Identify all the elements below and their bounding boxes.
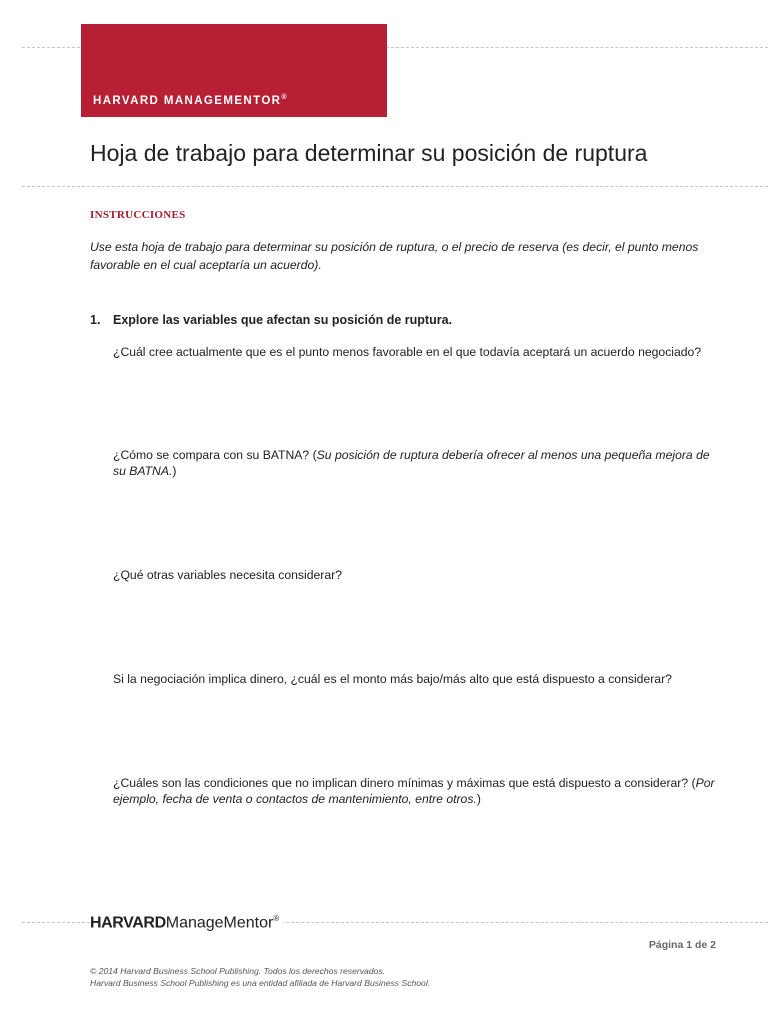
question-batna: ¿Cómo se compara con su BATNA? (Su posición de ruptura debería ofrecer al menos una pequeña mejora de su BATNA.) [113,448,710,478]
section-title: Explore las variables que afectan su posición de ruptura. [113,313,452,327]
brand-banner [81,24,387,117]
copyright-line-2: Harvard Business School Publishing es una entidad afiliada de Harvard Business School. [90,978,431,988]
instructions-body: Use esta hoja de trabajo para determinar su posición de ruptura, o el precio de reserva (es decir, el punto menos favorable en el cual aceptaría un acuerdo). [90,240,699,272]
page-number: Página 1 de 2 [648,939,716,951]
title-dotted-divider [22,186,768,187]
question-other-variables: ¿Qué otras variables necesita considerar? [113,568,342,582]
question-money-range: Si la negociación implica dinero, ¿cuál es el monto más bajo/más alto que está dispuesto a considerar? [113,672,672,686]
copyright-notice [90,965,430,989]
footer-logo: HARVARDManageMentor® [90,914,283,932]
brand-banner-text: HARVARD MANAGEMENTOR® [93,94,288,107]
section-number: 1. [90,313,101,327]
page-title: Hoja de trabajo para determinar su posición de ruptura [90,140,648,166]
copyright-line-1: © 2014 Harvard Business School Publishing. Todos los derechos reservados. [90,966,386,976]
question-least-favorable: ¿Cuál cree actualmente que es el punto menos favorable en el que todavía aceptará un acuerdo negociado? [113,345,702,359]
instructions-heading: INSTRUCCIONES [90,209,186,221]
question-non-money-conditions: ¿Cuáles son las condiciones que no implican dinero mínimas y máximas que está dispuesto a considerar? (Por ejemplo, fecha de venta o contactos de mantenimiento, entre otros.) [113,776,715,806]
